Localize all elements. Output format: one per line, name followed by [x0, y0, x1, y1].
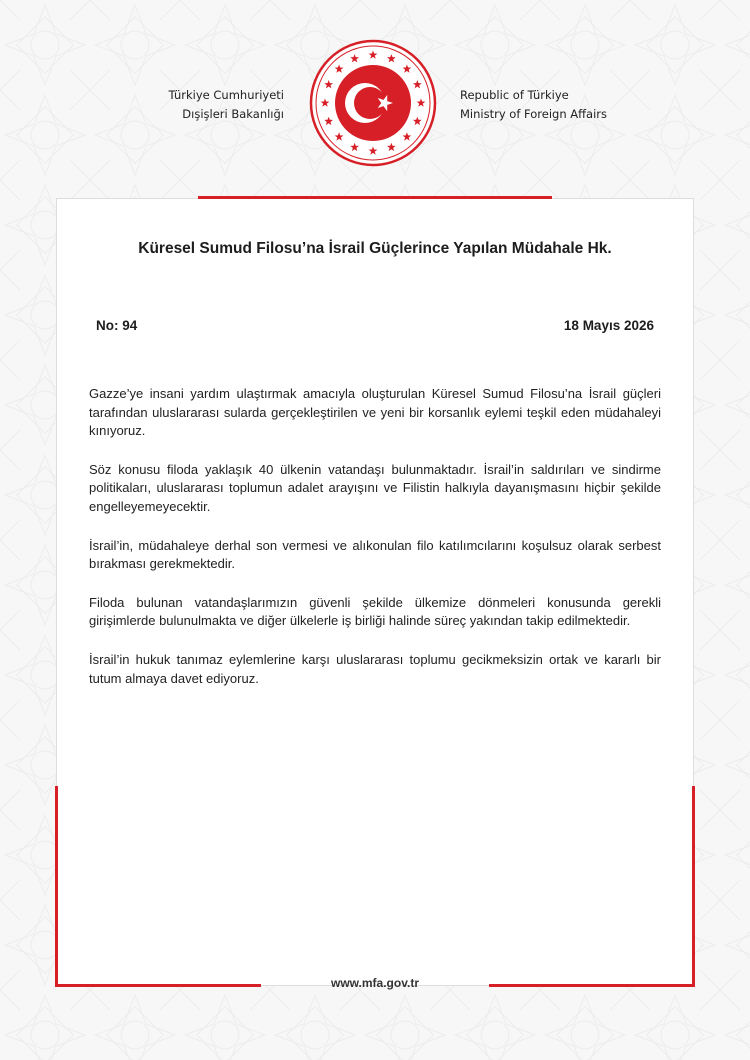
left-red-rule: [55, 786, 58, 986]
ministry-seal-icon: [309, 39, 437, 167]
header-right: [460, 86, 607, 124]
body-paragraph: Gazze’ye insani yardım ulaştırmak amacıyla oluşturulan Küresel Sumud Filosu’na İsrail güçleri tarafından uluslararası sularda gerçekleştirilen ve yeni bir korsanlık eylemi teşkil eden müdahaleyi kınıyoruz.: [89, 386, 661, 439]
header-right-line2: Ministry of Foreign Affairs: [460, 107, 608, 121]
body-paragraph: İsrail’in, müdahaleye derhal son vermesi ve alıkonulan filo katılımcılarını koşulsuz olarak serbest bırakması gerekmektedir.: [89, 537, 661, 572]
body-paragraph: Filoda bulunan vatandaşlarımızın güvenli şekilde ülkemize dönmeleri konusunda gerekli girişimlerde bulunulmakta ve diğer ülkelerle iş birliği halinde süreç yakından takip edilmektedir.: [89, 594, 661, 629]
body-paragraph: İsrail’in hukuk tanımaz eylemlerine karşı uluslararası toplumu gecikmeksizin ortak ve kararlı bir tutum almaya davet ediyoruz.: [89, 651, 661, 686]
body-paragraph: Söz konusu filoda yaklaşık 40 ülkenin vatandaşı bulunmaktadır. İsrail’in saldırıları ve sindirme politikaları, uluslararası toplumun adalet arayışını ve Filistin halkıyla dayanışmasını hiçbir şekilde engelleyemeyecektir.: [89, 461, 661, 514]
document-number: No: 94: [96, 318, 138, 333]
document-title: Küresel Sumud Filosu’na İsrail Güçlerince Yapılan Müdahale Hk.: [138, 240, 612, 257]
footer-website-link[interactable]: www.mfa.gov.tr: [330, 976, 419, 990]
header-left: [169, 86, 284, 124]
top-red-rule: [198, 196, 552, 199]
header-left-line1: Türkiye Cumhuriyeti: [168, 88, 284, 102]
header-right-line1: Republic of Türkiye: [460, 88, 569, 102]
document-body: [89, 385, 661, 708]
header-left-line2: Dışişleri Bakanlığı: [182, 107, 284, 121]
document-date: 18 Mayıs 2026: [563, 318, 654, 333]
right-red-rule: [692, 786, 695, 986]
